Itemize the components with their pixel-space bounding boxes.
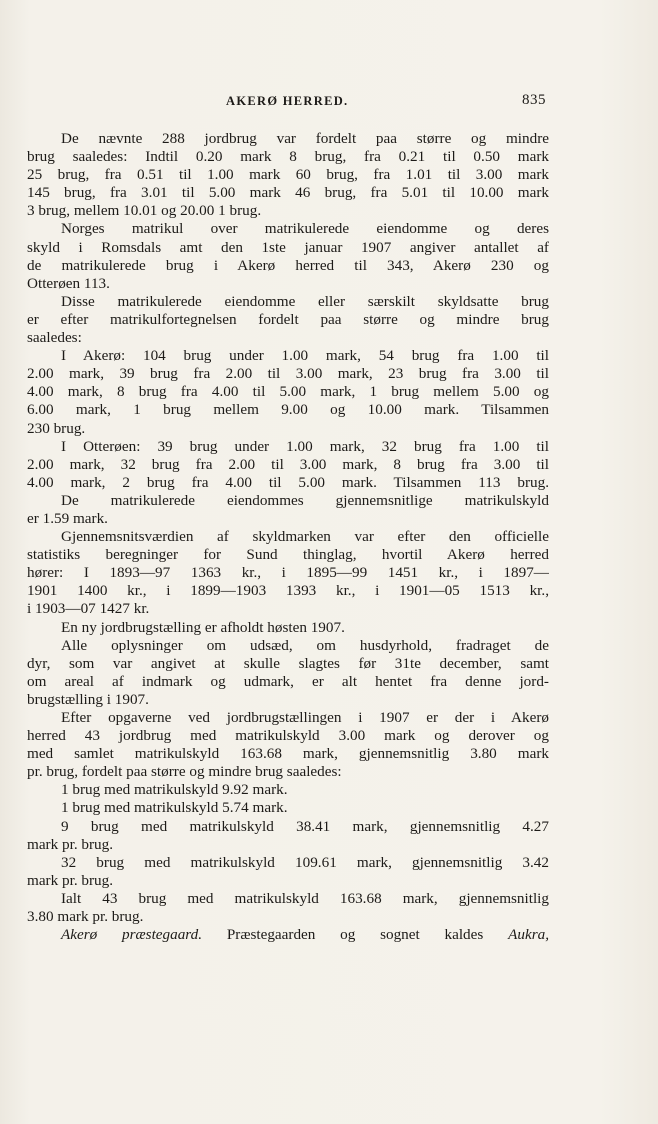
text-line: Disse matrikulerede eiendomme eller særskilt skyldsatte brug <box>61 292 549 310</box>
text-line: 6.00 mark, 1 brug mellem 9.00 og 10.00 mark. Tilsammen <box>27 401 549 419</box>
text-line: 230 brug. <box>27 419 86 437</box>
text-line: 25 brug, fra 0.51 til 1.00 mark 60 brug, fra 1.01 til 3.00 mark <box>27 166 549 184</box>
text-line: 32 brug med matrikulskyld 109.61 mark, gjennemsnitlig 3.42 <box>61 853 549 871</box>
text-line: 145 brug, fra 3.01 til 5.00 mark 46 brug, fra 5.01 til 10.00 mark <box>27 184 549 202</box>
text-line: saaledes: <box>27 329 82 347</box>
text-line: de matrikulerede brug i Akerø herred til 343, Akerø 230 og <box>27 256 549 274</box>
text-line: Alle oplysninger om udsæd, om husdyrhold, fradraget de <box>61 636 549 654</box>
text-line: Norges matrikul over matrikulerede eiendomme og deres <box>61 220 549 238</box>
text-line: brugstælling i 1907. <box>27 690 149 708</box>
text-line: 3 brug, mellem 10.01 og 20.00 1 brug. <box>27 202 262 220</box>
text-line: mark pr. brug. <box>27 871 114 889</box>
final-line-text: Præstegaarden og sognet kaldes <box>226 926 484 944</box>
text-line: 4.00 mark, 8 brug fra 4.00 til 5.00 mark, 1 brug mellem 5.00 og <box>27 383 549 401</box>
text-line: 4.00 mark, 2 brug fra 4.00 til 5.00 mark. Tilsammen 113 brug. <box>27 473 549 491</box>
text-line: 1 brug med matrikulskyld 9.92 mark. <box>61 781 288 799</box>
text-line: Efter opgaverne ved jordbrugstællingen i 1907 er der i Akerø <box>61 709 549 726</box>
text-line: brug saaledes: Indtil 0.20 mark 8 brug, fra 0.21 til 0.50 mark <box>27 148 549 166</box>
text-line: 2.00 mark, 32 brug fra 2.00 til 3.00 mark, 8 brug fra 3.00 til <box>27 455 549 473</box>
running-head: AKERØ HERRED. <box>226 94 349 108</box>
text-line: 3.80 mark pr. brug. <box>27 908 144 926</box>
text-line: Otterøen 113. <box>27 274 110 292</box>
page-number: 835 <box>522 92 546 108</box>
text-line: hører: I 1893—97 1363 kr., i 1895—99 1451 kr., i 1897— <box>27 564 549 582</box>
text-line: skyld i Romsdals amt den 1ste januar 1907 angiver antallet af <box>27 238 549 256</box>
text-line: mark pr. brug. <box>27 835 114 853</box>
text-line: er 1.59 mark. <box>27 509 108 527</box>
final-line-italic: Aukra, <box>508 926 549 944</box>
text-line: 9 brug med matrikulskyld 38.41 mark, gjennemsnitlig 4.27 <box>61 817 549 835</box>
text-line: statistiks beregninger for Sund thinglag, hvortil Akerø herred <box>27 546 549 564</box>
page-header <box>0 94 658 114</box>
text-line: 2.00 mark, 39 brug fra 2.00 til 3.00 mark, 23 brug fra 3.00 til <box>27 365 549 383</box>
text-line: De nævnte 288 jordbrug var fordelt paa større og mindre <box>61 130 549 147</box>
text-line: om areal af indmark og udmark, er alt hentet fra denne jord- <box>27 672 549 690</box>
text-line: 1901 1400 kr., i 1899—1903 1393 kr., i 1901—05 1513 kr., <box>27 582 549 600</box>
text-line: En ny jordbrugstælling er afholdt høsten 1907. <box>61 618 345 636</box>
text-line: Ialt 43 brug med matrikulskyld 163.68 mark, gjennemsnitlig <box>61 889 549 907</box>
text-line: I Akerø: 104 brug under 1.00 mark, 54 brug fra 1.00 til <box>61 347 549 365</box>
text-line: 1 brug med matrikulskyld 5.74 mark. <box>61 799 288 817</box>
text-line: er efter matrikulfortegnelsen fordelt paa større og mindre brug <box>27 310 549 328</box>
text-line: med samlet matrikulskyld 163.68 mark, gjennemsnitlig 3.80 mark <box>27 745 549 763</box>
text-line: I Otterøen: 39 brug under 1.00 mark, 32 brug fra 1.00 til <box>61 437 549 455</box>
text-line: De matrikulerede eiendommes gjennemsnitlige matrikulskyld <box>61 491 549 509</box>
text-line: i 1903—07 1427 kr. <box>27 600 150 618</box>
text-line: dyr, som var angivet at skulle slagtes før 31te december, samt <box>27 654 549 672</box>
text-line-final <box>27 926 549 944</box>
text-line: herred 43 jordbrug med matrikulskyld 3.00 mark og derover og <box>27 727 549 745</box>
text-line: pr. brug, fordelt paa større og mindre brug saaledes: <box>27 763 342 781</box>
text-line: Gjennemsnitsværdien af skyldmarken var efter den officielle <box>61 528 549 546</box>
section-heading-italic: Akerø præstegaard. <box>61 926 203 944</box>
body-text <box>27 130 549 944</box>
